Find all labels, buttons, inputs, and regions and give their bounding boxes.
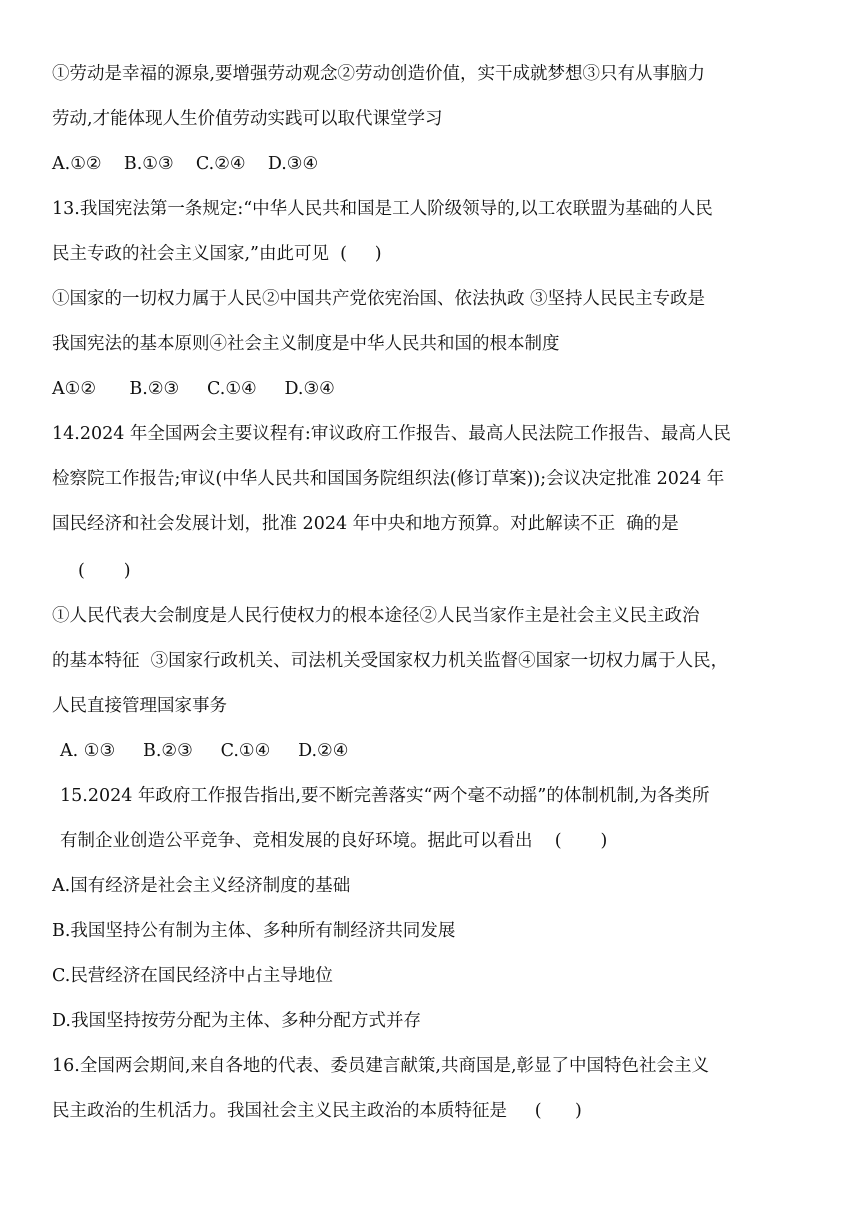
q14-statements-line-1: ①人民代表大会制度是人民行使权力的根本途径②人民当家作主是社会主义民主政治 bbox=[52, 606, 700, 626]
q15-stem-line-1: 15.2024 年政府工作报告指出,要不断完善落实“两个毫不动摇”的体制机制,为各类所 bbox=[60, 786, 710, 806]
q13-options: A①② B.②③ C.①④ D.③④ bbox=[52, 379, 335, 399]
q13-statements-line-2: 我国宪法的基本原则④社会主义制度是中华人民共和国的根本制度 bbox=[52, 334, 560, 354]
q12-statements-line-1: ①劳动是幸福的源泉,要增强劳动观念②劳动创造价值，实干成就梦想③只有从事脑力 bbox=[52, 64, 706, 84]
q14-stem-line-1: 14.2024 年全国两会主要议程有:审议政府工作报告、最高人民法院工作报告、最高人民 bbox=[52, 424, 731, 444]
q15-option-c: C.民营经济在国民经济中占主导地位 bbox=[52, 966, 333, 986]
q12-options: A.①② B.①③ C.②④ D.③④ bbox=[52, 154, 319, 174]
q16-stem-line-1: 16.全国两会期间,来自各地的代表、委员建言献策,共商国是,彰显了中国特色社会主义 bbox=[52, 1056, 710, 1076]
q15-option-b: B.我国坚持公有制为主体、多种所有制经济共同发展 bbox=[52, 921, 456, 941]
q14-statements-line-2: 的基本特征 ③国家行政机关、司法机关受国家权力机关监督④国家一切权力属于人民， bbox=[52, 651, 729, 671]
q13-stem-line-2: 民主专政的社会主义国家,”由此可见 ( ) bbox=[52, 244, 382, 264]
q14-options: A. ①③ B.②③ C.①④ D.②④ bbox=[60, 741, 349, 761]
q16-stem-line-2: 民主政治的生机活力。我国社会主义民主政治的本质特征是 ( ) bbox=[52, 1101, 582, 1121]
q15-option-a: A.国有经济是社会主义经济制度的基础 bbox=[52, 876, 351, 896]
q13-stem-line-1: 13.我国宪法第一条规定:“中华人民共和国是工人阶级领导的,以工农联盟为基础的人民 bbox=[52, 199, 713, 219]
q14-stem-line-2: 检察院工作报告;审议(中华人民共和国国务院组织法(修订草案));会议决定批准 2024 年 bbox=[52, 469, 725, 489]
q14-answer-bracket: ( ) bbox=[78, 561, 131, 581]
q12-statements-line-2: 劳动,才能体现人生价值劳动实践可以取代课堂学习 bbox=[52, 109, 443, 129]
q14-statements-line-3: 人民直接管理国家事务 bbox=[52, 696, 227, 716]
q13-statements-line-1: ①国家的一切权力属于人民②中国共产党依宪治国、依法执政 ③坚持人民民主专政是 bbox=[52, 289, 706, 309]
q14-stem-line-3: 国民经济和社会发展计划，批准 2024 年中央和地方预算。对此解读不正 确的是 bbox=[52, 514, 679, 534]
q15-stem-line-2: 有制企业创造公平竞争、竞相发展的良好环境。据此可以看出 ( ) bbox=[60, 831, 608, 851]
q15-option-d: D.我国坚持按劳分配为主体、多种分配方式并存 bbox=[52, 1011, 421, 1031]
